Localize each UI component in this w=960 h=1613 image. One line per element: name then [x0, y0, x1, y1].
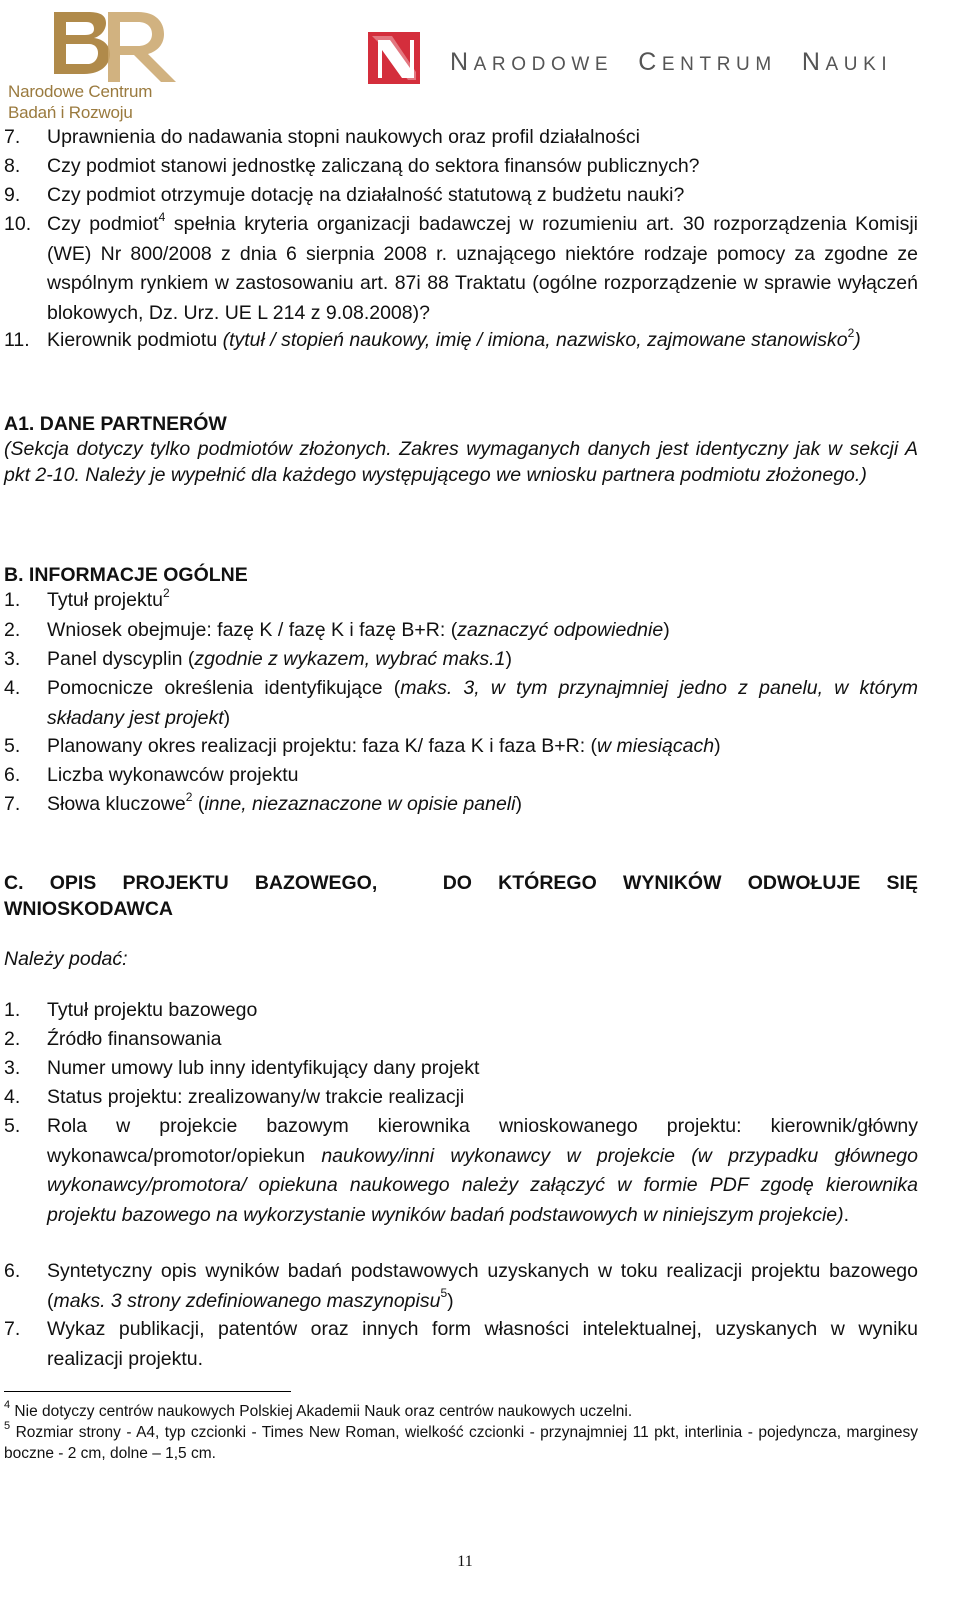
- list-item: 1. Tytuł projektu$^2$: [4, 585, 170, 611]
- footnote-ref: 5: [440, 1286, 448, 1300]
- footnote-divider: [4, 1391, 291, 1392]
- list-item: 11. Kierownik podmiotu (tytuł / stopień naukowy, imię / imiona, nazwisko, zajmowane stanowisko$^2$): [4, 325, 861, 351]
- list-item: 3. Numer umowy lub inny identyfikujący dany projekt: [4, 1057, 480, 1079]
- ncbr-name-line2: Badań i Rozwoju: [8, 103, 133, 122]
- list-item: 5. Rola w projekcie bazowym kierownika wnioskowanego projektu: kierownik/główny wykonawca/promotor/opiekun naukowy/inni wykonawcy w projekcie (w przypadku głównego wykonawcy/promotora/ opiekuna naukowego należy załączyć w formie PDF zgodę kierownika projektu bazowego na wykorzystanie wyników badań podstawowych w niniejszym projekcie).: [4, 1115, 919, 1226]
- ncbr-monogram-icon: [36, 4, 216, 86]
- list-item: 4. Pomocnicze określenia identyfikujące (maks. 3, w tym przynajmniej jedno z panelu, w którym składany jest projekt): [4, 677, 918, 729]
- ncbr-name-line1: Narodowe Centrum: [8, 82, 153, 101]
- list-item: 5. Planowany okres realizacji projektu: faza K/ faza K i faza B+R: (w miesiącach): [4, 735, 721, 757]
- footnote: $^4$ Nie dotyczy centrów naukowych Polskiej Akademii Nauk oraz centrów naukowych uczelni.: [4, 1398, 633, 1420]
- list-item: 2. Źródło finansowania: [4, 1028, 222, 1050]
- list-item: 6. Syntetyczny opis wyników badań podstawowych uzyskanych w toku realizacji projektu bazowego (maks. 3 strony zdefiniowanego maszynopisu$^5$): [4, 1260, 918, 1312]
- list-item: 8. Czy podmiot stanowi jednostkę zaliczaną do sektora finansów publicznych?: [4, 155, 700, 177]
- section-intro: Należy podać:: [4, 948, 128, 970]
- list-item: 7. Słowa kluczowe$^2$ (inne, niezaznaczone w opisie paneli): [4, 789, 522, 815]
- list-item: 6. Liczba wykonawców projektu: [4, 764, 299, 786]
- list-item: 3. Panel dyscyplin (zgodnie z wykazem, wybrać maks.1): [4, 648, 512, 670]
- list-item: 7. Uprawnienia do nadawania stopni naukowych oraz profil działalności: [4, 126, 640, 148]
- footnote-ref: 4: [158, 209, 166, 224]
- section-heading-a1: A1. DANE PARTNERÓW: [4, 413, 227, 435]
- section-note-a1: (Sekcja dotyczy tylko podmiotów złożonych. Zakres wymaganych danych jest identyczny jak w sekcji A pkt 2-10. Należy je wypełnić dla każdego występującego we wniosku partnera podmiotu złożonego.): [4, 438, 918, 486]
- footnote-ref: 2: [162, 585, 170, 600]
- footnote-ref: 2: [847, 325, 855, 340]
- page-number: 11: [457, 1553, 473, 1570]
- list-item: 4. Status projektu: zrealizowany/w trakcie realizacji: [4, 1086, 465, 1108]
- ncbr-logo: [6, 4, 221, 122]
- list-item: 7. Wykaz publikacji, patentów oraz innych form własności intelektualnej, uzyskanych w wyniku realizacji projektu.: [4, 1318, 918, 1370]
- list-item: 1. Tytuł projektu bazowego: [4, 999, 258, 1021]
- list-item: 2. Wniosek obejmuje: fazę K / fazę K i fazę B+R: (zaznaczyć odpowiednie): [4, 619, 670, 641]
- list-item: 10. Czy podmiot$^4$ spełnia kryteria organizacji badawczej w rozumieniu art. 30 rozporządzenia Komisji (WE) Nr 800/2008 z dnia 6 sierpnia 2008 r. uznającego niektóre rodzaje pomocy za zgodne ze wspólnym rynkiem w zastosowaniu art. 87i 88 Traktatu (ogólne rozporządzenie w sprawie wyłączeń blokowych, Dz. Urz. UE L 214 z 9.08.2008)?: [4, 209, 919, 324]
- footnote-ref: 2: [185, 789, 193, 804]
- section-heading-c-line1: C. OPIS PROJEKTU BAZOWEGO, DO KTÓREGO WYNIKÓW ODWOŁUJE SIĘ: [4, 872, 918, 894]
- section-heading-c-line2: WNIOSKODAWCA: [4, 898, 173, 920]
- ncn-wordmark: NARODOWE CENTRUM NAUKI: [450, 48, 893, 76]
- ncn-logo-icon: [368, 32, 420, 84]
- list-item: 9. Czy podmiot otrzymuje dotację na działalność statutową z budżetu nauki?: [4, 184, 685, 206]
- section-heading-b: B. INFORMACJE OGÓLNE: [4, 564, 248, 586]
- footnote: $^5$ Rozmiar strony - A4, typ czcionki - Times New Roman, wielkość czcionki - przynajmniej 11 pkt, interlinia - pojedyncza, marginesy boczne - 2 cm, dolne – 1,5 cm.: [4, 1419, 918, 1462]
